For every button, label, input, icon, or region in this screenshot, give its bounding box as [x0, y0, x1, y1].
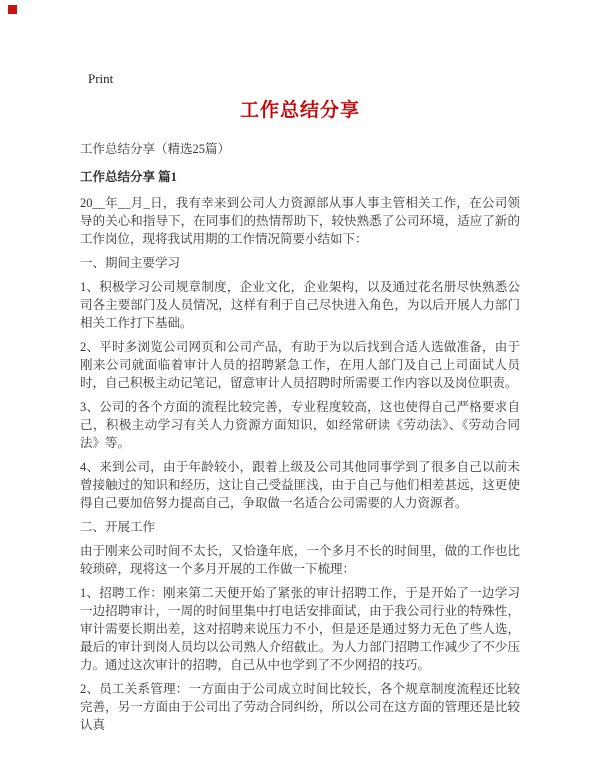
paragraph: 4、来到公司，由于年龄较小，跟着上级及公司其他同事学到了很多自己以前未曾接触过的知识和经历，这让自己受益匪浅，由于自己与他们相差甚远，这更使得自己要加倍努力提高自己，争取做一名适合公司需要的人力资源者。 [80, 460, 520, 510]
print-link[interactable]: Print [88, 71, 114, 86]
article-body [80, 194, 520, 734]
paragraph: 2、员工关系管理：一方面由于公司成立时间比较长，各个规章制度流程还比较完善，另一方面由于公司出了劳动合同纠纷，所以公司在这方面的管理还是比较认真 [80, 682, 520, 732]
paragraph: 1、招聘工作：刚来第二天便开始了紧张的审计招聘工作，于是开始了一边学习一边招聘审计，一周的时间里集中打电话安排面试，由于我公司行业的特殊性，审计需要长期出差，这对招聘来说压力不小，但是还是通过努力无色了些人选，最后的审计到岗人员均以公司熟人介绍截止。为人力部门招聘工作减少了不少压力。通过这次审计的招聘，自己从中也学到了不少网招的技巧。 [80, 586, 520, 672]
sub-heading: 一、期间主要学习 [80, 256, 181, 270]
paragraph: 2、平时多浏览公司网页和公司产品，有助于为以后找到合适人选做准备，由于刚来公司就面临着审计人员的招聘紧急工作，在用人部门及自己上司面试人员时，自己积极主动记笔记，留意审计人员招聘时所需要工作内容以及岗位职责。 [80, 340, 520, 390]
sub-heading: 二、开展工作 [80, 520, 156, 534]
page-title: 工作总结分享 [239, 100, 360, 121]
paragraph: 由于刚来公司时间不太长，又恰逢年底，一个多月不长的时间里，做的工作也比较琐碎，现将这一个多月开展的工作做一下梳理： [80, 544, 520, 576]
subtitle: 工作总结分享（精选25篇） [80, 142, 231, 156]
paragraph: 1、积极学习公司规章制度，企业文化，企业架构，以及通过花名册尽快熟悉公司各主要部门及人员情况，这样有利于自己尽快进入角色，为以后开展人力部门相关工作打下基础。 [80, 280, 520, 330]
paragraph: 20__年__月_日，我有幸来到公司人力资源部从事人事主管相关工作，在公司领导的关心和指导下，在同事们的热情帮助下，较快熟悉了公司环境，适应了新的工作岗位，现将我试用期的工作情况简要小结如下： [80, 196, 520, 246]
paragraph: 3、公司的各个方面的流程比较完善，专业程度较高，这也使得自己严格要求自己，积极主动学习有关人力资源方面知识，如经常研读《劳动法》、《劳动合同法》等。 [80, 400, 520, 450]
section-1-heading: 工作总结分享 篇1 [80, 170, 177, 184]
